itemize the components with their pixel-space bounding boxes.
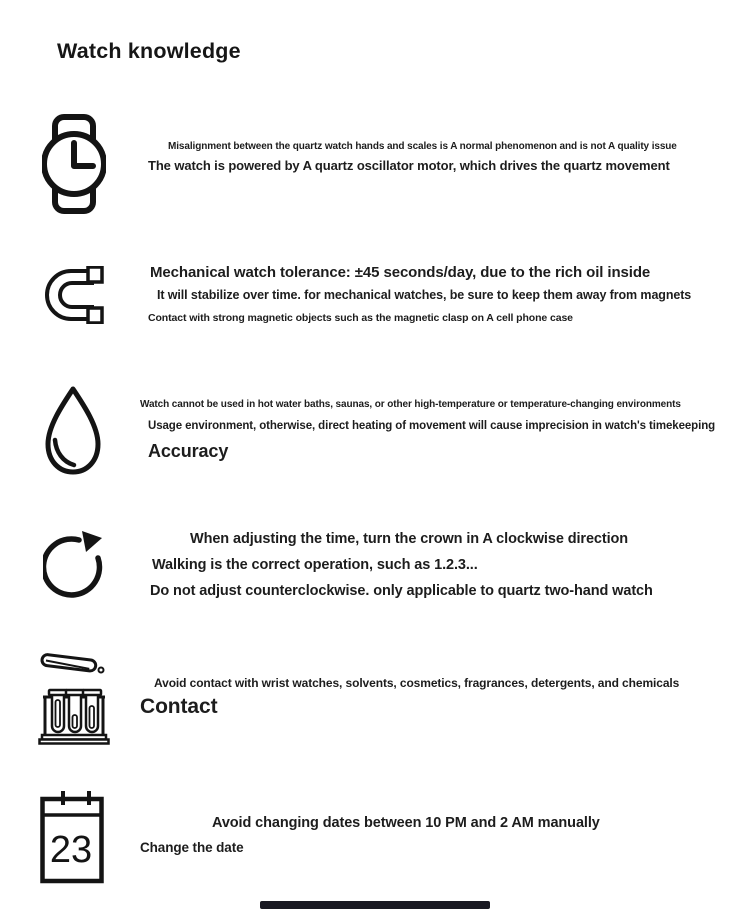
section-text: Contact with strong magnetic objects such as the magnetic clasp on A cell phone case (148, 312, 573, 324)
section-heading: Contact (140, 695, 218, 718)
section-text: Change the date (140, 840, 244, 855)
magnet-icon (44, 266, 104, 324)
test-tubes-icon (38, 648, 110, 745)
section-text: Walking is the correct operation, such as 1.2.3... (152, 557, 478, 573)
watch-icon (42, 114, 106, 214)
section-text: The watch is powered by A quartz oscillator motor, which drives the quartz movement (148, 158, 670, 173)
section-text: Misalignment between the quartz watch hands and scales is A normal phenomenon and is not A quality issue (168, 141, 677, 152)
section-text: It will stabilize over time. for mechanical watches, be sure to keep them away from magnets (157, 288, 692, 302)
clockwise-arrow-icon (43, 527, 105, 609)
section-text: Watch cannot be used in hot water baths, saunas, or other high-temperature or temperature-changing environments (140, 399, 681, 410)
page-title: Watch knowledge (57, 39, 241, 63)
section-text: Avoid contact with wrist watches, solvents, cosmetics, fragrances, detergents, and chemicals (154, 676, 680, 690)
section-text: Usage environment, otherwise, direct heating of movement will cause imprecision in watch's timekeeping (148, 420, 716, 432)
calendar-day-number: 23 (49, 829, 93, 871)
section-text: When adjusting the time, turn the crown in A clockwise direction (190, 531, 629, 547)
section-text: Avoid changing dates between 10 PM and 2 AM manually (212, 815, 600, 831)
bottom-indicator-bar (260, 901, 490, 909)
calendar-icon (40, 790, 104, 884)
section-text: Mechanical watch tolerance: ±45 seconds/day, due to the rich oil inside (150, 264, 651, 281)
section-heading: Accuracy (148, 441, 229, 461)
water-drop-icon (41, 384, 105, 478)
section-text: Do not adjust counterclockwise. only applicable to quartz two-hand watch (150, 583, 653, 599)
